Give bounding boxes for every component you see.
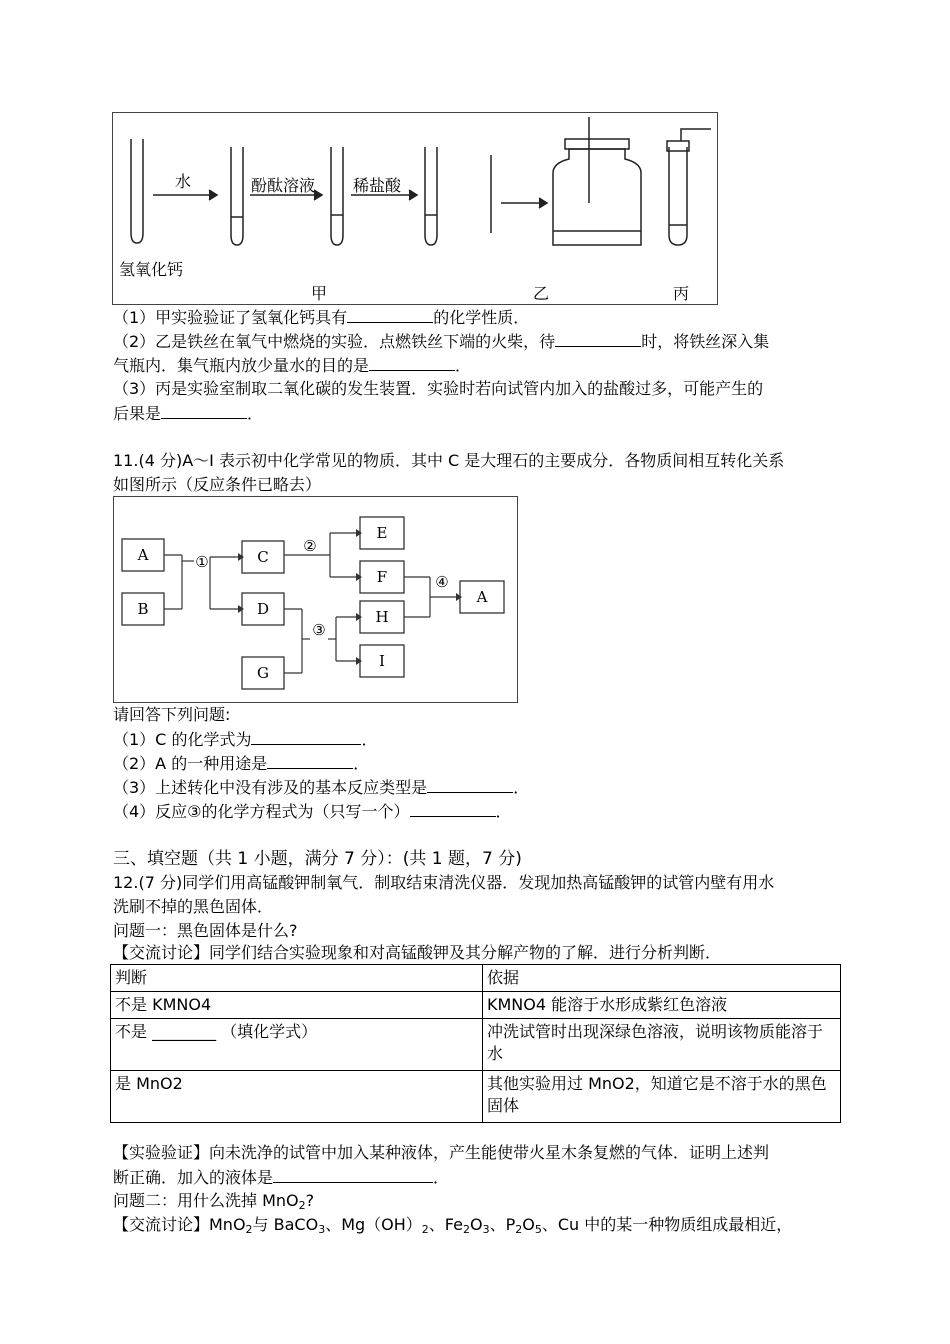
reaction-2-label: ②: [303, 537, 317, 555]
answer-blank[interactable]: [410, 800, 496, 817]
label-yi: 乙: [533, 284, 550, 303]
problem1: 问题一：黑色固体是什么?: [113, 921, 298, 940]
node-h-label: H: [375, 608, 389, 626]
conversion-diagram-svg: [114, 497, 517, 702]
q10-part2: （2）乙是铁丝在氧气中燃烧的实验．点燃铁丝下端的火柴，待 时，将铁丝深入集: [113, 332, 770, 351]
q12-stem-line2: 洗刷不掉的黑色固体．: [113, 897, 274, 916]
q11-sub1: （1）C 的化学式为 ．: [113, 730, 378, 749]
label-jia: 甲: [311, 284, 328, 303]
table-cell: 其他实验用过 MnO2，知道它是不溶于水的黑色固体: [483, 1071, 841, 1123]
stopper: [667, 141, 689, 151]
answer-blank[interactable]: [369, 354, 455, 371]
label-water: 水: [175, 172, 192, 191]
test-tube-3: [331, 147, 343, 245]
node-a2-label: A: [476, 588, 488, 606]
q11-stem-line1: 11.(4 分)A～I 表示初中化学常见的物质．其中 C 是大理石的主要成分．各物质间相互转化关系: [113, 451, 785, 470]
label-dilute-hcl: 稀盐酸: [353, 176, 402, 195]
judgment-table: [110, 964, 841, 1123]
co2-generator-tube: [669, 147, 687, 245]
verify-line1: 【实验验证】向未洗净的试管中加入某种液体，产生能使带火星木条复燃的气体．证明上述判: [113, 1143, 770, 1162]
node-f-label: F: [376, 568, 388, 586]
answer-blank[interactable]: [251, 728, 361, 745]
answer-blank[interactable]: [555, 330, 641, 347]
q10-part2-line2: 气瓶内．集气瓶内放少量水的目的是 ．: [113, 356, 472, 375]
table-header-row: [111, 965, 841, 992]
reaction-3-label: ③: [312, 621, 326, 639]
discussion1: 【交流讨论】同学们结合实验现象和对高锰酸钾及其分解产物的了解．进行分析判断．: [113, 943, 722, 962]
verify-line2: 断正确．加入的液体是 ．: [113, 1168, 450, 1187]
table-cell: 不是 KMNO4: [111, 992, 483, 1019]
node-g-label: G: [257, 664, 269, 682]
test-tube-1: [131, 139, 143, 243]
answer-blank[interactable]: [273, 1166, 433, 1183]
experiment-figure: [112, 112, 718, 305]
node-b-label: B: [137, 600, 149, 618]
reaction-4-label: ④: [435, 573, 449, 591]
delivery-tube: [681, 129, 711, 141]
table-cell: KMNO4 能溶于水形成紫红色溶液: [483, 992, 841, 1019]
node-d-label: D: [256, 600, 270, 618]
table-cell: 冲洗试管时出现深绿色溶液，说明该物质能溶于水: [483, 1019, 841, 1071]
q12-stem-line1: 12.(7 分)同学们用高锰酸钾制氧气．制取结束清洗仪器．发现加热高锰酸钾的试管内壁有用水: [113, 873, 775, 892]
q11-prompt: 请回答下列问题:: [113, 705, 231, 724]
table-row: [111, 1071, 841, 1123]
problem2: 问题二：用什么洗掉 MnO$_2$?: [113, 1191, 315, 1212]
q11-stem-line2: 如图所示（反应条件已略去）: [113, 475, 322, 494]
test-tube-2: [231, 147, 243, 245]
label-calcium-hydroxide: 氢氧化钙: [119, 260, 184, 279]
table-header-cell: 依据: [483, 965, 841, 992]
conversion-diagram: [113, 496, 518, 703]
section3-heading: 三、填空题（共 1 小题，满分 7 分）：(共 1 题，7 分): [113, 849, 522, 869]
q10-part1: （1）甲实验验证了氢氧化钙具有 的化学性质．: [113, 308, 530, 327]
table-row: [111, 1019, 841, 1071]
q11-sub4: （4）反应③的化学方程式为（只写一个） ．: [113, 802, 512, 821]
jar-lid: [565, 139, 629, 149]
label-phenolphthalein: 酚酞溶液: [251, 176, 316, 195]
discussion2: 【交流讨论】MnO$_2$与 BaCO$_3$、$Mg(OH)_2$、$Fe_2O_3$、$P_2O_5$、Cu 中的某一种物质组成最相近，: [113, 1215, 793, 1236]
answer-blank[interactable]: [347, 306, 433, 323]
node-i-label: I: [379, 652, 385, 670]
table-cell: 不是 ________ （填化学式）: [111, 1019, 483, 1071]
node-a-label: A: [137, 546, 149, 564]
reaction-1-label: ①: [195, 553, 209, 571]
answer-blank[interactable]: [267, 752, 353, 769]
q11-sub3: （3）上述转化中没有涉及的基本反应类型是 ．: [113, 778, 530, 797]
node-c-label: C: [257, 548, 269, 566]
q11-sub2: （2）A 的一种用途是 ．: [113, 754, 370, 773]
label-bing: 丙: [673, 284, 690, 303]
table-cell: 是 MnO2: [111, 1071, 483, 1123]
answer-blank[interactable]: [161, 402, 247, 419]
table-header-cell: 判断: [111, 965, 483, 992]
test-tube-4: [425, 147, 437, 245]
q10-part3: （3）丙是实验室制取二氧化碳的发生装置．实验时若向试管内加入的盐酸过多，可能产生的: [113, 379, 764, 398]
q10-part3-line2: 后果是 ．: [113, 404, 264, 423]
table-row: [111, 992, 841, 1019]
answer-blank[interactable]: [427, 776, 513, 793]
node-e-label: E: [376, 524, 388, 542]
experiment-figure-svg: [113, 113, 717, 304]
